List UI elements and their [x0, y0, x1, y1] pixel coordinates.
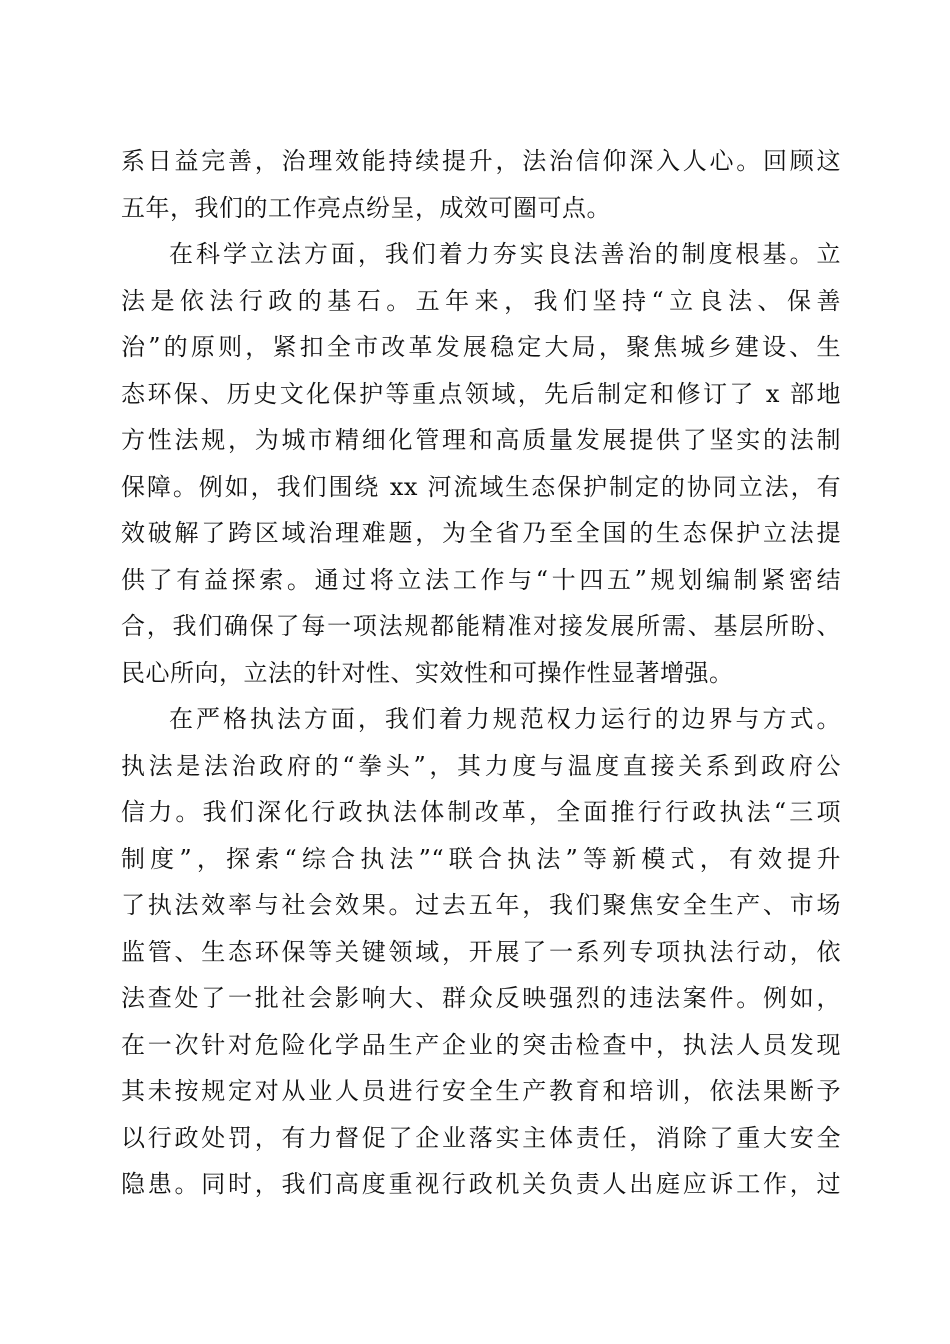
body-text	[121, 138, 841, 1208]
text-line: 法查处了一批社会影响大、群众反映强烈的违法案件。例如，	[121, 984, 841, 1012]
text-line: 执法是法治政府的“拳头”，其力度与温度直接关系到政府公	[121, 751, 841, 780]
text-line: 方性法规，为城市精细化管理和高质量发展提供了坚实的法制	[121, 426, 841, 454]
text-line: 以行政处罚，有力督促了企业落实主体责任，消除了重大安全	[121, 1123, 841, 1152]
text-line: 在一次针对危险化学品生产企业的突击检查中，执法人员发现	[121, 1030, 841, 1059]
text-line: 效破解了跨区域治理难题，为全省乃至全国的生态保护立法提	[121, 519, 841, 547]
text-line: 合，我们确保了每一项法规都能精准对接发展所需、基层所盼、	[121, 612, 841, 640]
text-line: 系日益完善，治理效能持续提升，法治信仰深入人心。回顾这	[121, 147, 841, 175]
text-line: 五年，我们的工作亮点纷呈，成效可圈可点。	[121, 193, 611, 222]
text-line: 法是依法行政的基石。五年来，我们坚持“立良法、保善	[121, 286, 841, 315]
text-line: 态环保、历史文化保护等重点领域，先后制定和修订了 x 部地	[121, 379, 841, 408]
text-line: 保障。例如，我们围绕 xx 河流域生态保护制定的协同立法，有	[121, 472, 841, 501]
text-line: 了执法效率与社会效果。过去五年，我们聚焦安全生产、市场	[121, 891, 841, 919]
paragraph-start-line: 在严格执法方面，我们着力规范权力运行的边界与方式。	[169, 705, 841, 733]
text-line: 隐患。同时，我们高度重视行政机关负责人出庭应诉工作，过	[121, 1170, 841, 1198]
text-line: 供了有益探索。通过将立法工作与“十四五”规划编制紧密结	[121, 565, 841, 594]
text-line: 治”的原则，紧扣全市改革发展稳定大局，聚焦城乡建设、生	[121, 333, 841, 361]
text-line: 制度”，探索“综合执法”“联合执法”等新模式，有效提升	[121, 844, 841, 873]
text-line: 民心所向，立法的针对性、实效性和可操作性显著增强。	[121, 658, 734, 687]
text-line: 其未按规定对从业人员进行安全生产教育和培训，依法果断予	[121, 1077, 841, 1105]
text-line: 信力。我们深化行政执法体制改革，全面推行行政执法“三项	[121, 798, 841, 826]
text-line: 监管、生态环保等关键领域，开展了一系列专项执法行动，依	[121, 937, 841, 966]
paragraph-start-line: 在科学立法方面，我们着力夯实良法善治的制度根基。立	[169, 240, 841, 268]
